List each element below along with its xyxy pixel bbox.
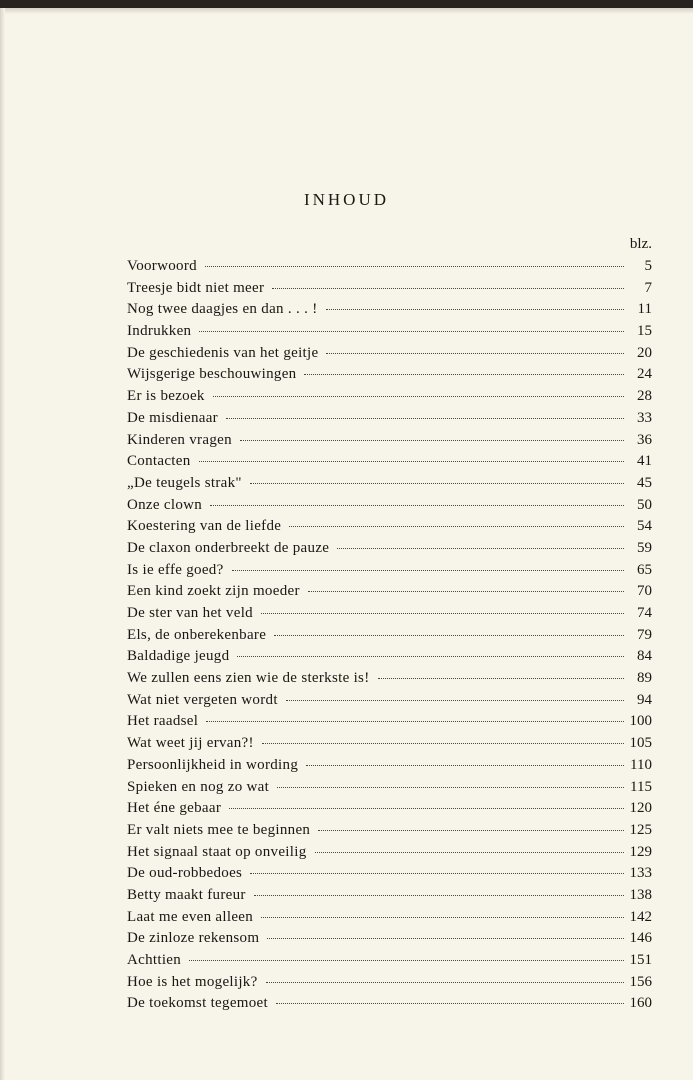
dot-leader — [378, 678, 625, 679]
dot-leader — [240, 440, 624, 441]
dot-leader — [308, 591, 624, 592]
dot-leader — [261, 917, 623, 918]
toc-entry-title: Betty maakt fureur — [127, 886, 246, 903]
toc-entry-title: Achttien — [127, 952, 182, 968]
toc-entry — [127, 562, 652, 584]
toc-entry-page: 15 — [637, 323, 652, 340]
toc-entry-title: Voorwoord — [127, 258, 197, 274]
toc-entry-page: 94 — [637, 691, 652, 708]
toc-entry-page: 151 — [629, 952, 652, 968]
toc-entry — [127, 692, 652, 714]
toc-entry-title: De ster van het veld — [127, 605, 253, 621]
toc-entry — [127, 280, 652, 302]
toc-entry-page: 45 — [637, 474, 652, 491]
toc-entry — [127, 952, 652, 974]
toc-entry-page: 54 — [637, 518, 652, 535]
dot-leader — [205, 266, 624, 267]
toc-entry-title: Persoonlijkheid in wording — [127, 756, 299, 773]
toc-entry-page: 7 — [644, 279, 652, 296]
page-column-label: blz. — [629, 236, 652, 252]
dot-leader — [289, 526, 624, 527]
toc-entry-page: 110 — [630, 756, 652, 773]
dot-leader — [226, 418, 624, 419]
toc-entry-title: Indrukken — [127, 323, 192, 340]
toc-entry — [127, 605, 652, 627]
toc-entry-title: Baldadige jeugd — [127, 648, 230, 665]
dot-leader — [250, 483, 624, 484]
toc-entry-page: 79 — [637, 626, 652, 643]
toc-entry-page: 115 — [630, 778, 652, 795]
toc-entry-page: 84 — [637, 648, 652, 665]
toc-entry-page: 146 — [629, 930, 652, 947]
toc-entry-page: 33 — [637, 409, 652, 426]
dot-leader — [267, 938, 623, 939]
toc-entry-page: 100 — [629, 713, 652, 730]
toc-entry-page: 28 — [637, 388, 652, 405]
toc-entry — [127, 540, 652, 562]
page-top-shadow — [0, 8, 693, 14]
toc-entry-title: „De teugels strak" — [127, 474, 242, 491]
toc-entry-title: Nog twee daagjes en dan . . . ! — [127, 301, 318, 318]
toc-entry — [127, 887, 652, 909]
toc-entry — [127, 735, 652, 757]
page-title: INHOUD — [303, 190, 390, 209]
toc-entry-title: Treesje bidt niet meer — [127, 279, 265, 296]
toc-entry-title: Het raadsel — [127, 713, 199, 730]
toc-entry — [127, 301, 652, 323]
toc-entry-page: 156 — [629, 973, 652, 990]
toc-entry-title: Onze clown — [127, 496, 203, 513]
dot-leader — [237, 656, 624, 657]
toc-entry-title: Koestering van de liefde — [127, 518, 282, 535]
dot-leader — [304, 374, 624, 375]
dot-leader — [261, 613, 624, 614]
toc-entry-page: 41 — [637, 453, 652, 470]
toc-entry-title: Het signaal staat op onveilig — [127, 843, 307, 860]
toc-entry-title: Els, de onberekenbare — [127, 626, 267, 643]
toc-entry-page: 70 — [637, 583, 652, 600]
dot-leader — [266, 982, 624, 983]
toc-entry-title: Kinderen vragen — [127, 431, 232, 448]
dot-leader — [199, 331, 624, 332]
toc-entry — [127, 909, 652, 931]
toc-entry-title: De oud-robbedoes — [127, 865, 243, 882]
dot-leader — [274, 635, 624, 636]
toc-entry-page: 89 — [637, 670, 652, 687]
toc-entry — [127, 323, 652, 345]
toc-entry-page: 5 — [644, 258, 652, 274]
dot-leader — [250, 873, 623, 874]
toc-entry — [127, 497, 652, 519]
toc-entry — [127, 670, 652, 692]
toc-entry — [127, 388, 652, 410]
toc-entry-page: 50 — [637, 496, 652, 513]
toc-entry-page: 142 — [629, 908, 652, 925]
toc-entry-title: Wijsgerige beschouwingen — [127, 366, 297, 383]
toc-entry-title: De claxon onderbreekt de pauze — [127, 539, 330, 556]
toc-entry-page: 160 — [629, 995, 652, 1012]
toc-entry-page: 36 — [637, 431, 652, 448]
toc-entry — [127, 844, 652, 866]
toc-entry-title: De geschiedenis van het geitje — [127, 344, 319, 361]
dot-leader — [277, 787, 624, 788]
toc-entry-title: De toekomst tegemoet — [127, 995, 268, 1012]
toc-entry — [127, 475, 652, 497]
toc-entry — [127, 258, 652, 280]
toc-entry-page: 20 — [637, 344, 652, 361]
page-top-edge — [0, 0, 693, 8]
dot-leader — [199, 461, 624, 462]
toc-entry-title: Er valt niets mee te beginnen — [127, 821, 311, 838]
toc-entry-title: Er is bezoek — [127, 388, 205, 405]
toc-entry-title: Laat me even alleen — [127, 908, 254, 925]
dot-leader — [326, 309, 625, 310]
toc-entry — [127, 518, 652, 540]
dot-leader — [286, 700, 624, 701]
dot-leader — [326, 353, 624, 354]
toc-entry — [127, 865, 652, 887]
toc-entry — [127, 757, 652, 779]
toc-entry-title: De misdienaar — [127, 409, 218, 426]
toc-entry-page: 138 — [629, 886, 652, 903]
toc-entry-page: 65 — [637, 561, 652, 578]
table-of-contents — [127, 258, 652, 1017]
toc-entry-page: 105 — [629, 735, 652, 752]
toc-entry — [127, 822, 652, 844]
dot-leader — [276, 1003, 624, 1004]
dot-leader — [189, 960, 623, 961]
toc-entry-title: Een kind zoekt zijn moeder — [127, 583, 300, 600]
toc-entry-title: Hoe is het mogelijk? — [127, 973, 258, 990]
toc-entry-page: 59 — [637, 539, 652, 556]
toc-entry — [127, 995, 652, 1017]
dot-leader — [306, 765, 624, 766]
toc-entry-page: 74 — [637, 605, 652, 621]
dot-leader — [318, 830, 623, 831]
toc-entry — [127, 713, 652, 735]
toc-entry-title: Is ie effe goed? — [127, 561, 224, 578]
dot-leader — [262, 743, 624, 744]
toc-entry-title: Het éne gebaar — [127, 800, 222, 817]
dot-leader — [315, 852, 624, 853]
toc-entry-title: Wat niet vergeten wordt — [127, 691, 278, 708]
toc-entry — [127, 366, 652, 388]
toc-entry — [127, 432, 652, 454]
toc-entry-title: Spieken en nog zo wat — [127, 778, 270, 795]
dot-leader — [337, 548, 624, 549]
toc-entry-title: Contacten — [127, 453, 191, 470]
dot-leader — [229, 808, 623, 809]
dot-leader — [210, 505, 624, 506]
page-left-edge — [0, 8, 5, 1080]
toc-entry — [127, 648, 652, 670]
toc-entry — [127, 453, 652, 475]
toc-entry-page: 120 — [629, 800, 652, 817]
dot-leader — [254, 895, 624, 896]
dot-leader — [272, 288, 624, 289]
toc-entry — [127, 800, 652, 822]
toc-entry-title: De zinloze rekensom — [127, 930, 260, 947]
toc-entry — [127, 627, 652, 649]
toc-entry-page: 129 — [629, 843, 652, 860]
dot-leader — [232, 570, 624, 571]
toc-entry — [127, 410, 652, 432]
toc-entry — [127, 779, 652, 801]
toc-entry-page: 133 — [629, 865, 652, 882]
toc-entry-title: Wat weet jij ervan?! — [127, 735, 254, 752]
dot-leader — [213, 396, 624, 397]
toc-entry-title: We zullen eens zien wie de sterkste is! — [127, 670, 370, 687]
toc-entry-page: 24 — [637, 366, 652, 383]
dot-leader — [206, 721, 623, 722]
toc-entry-page: 11 — [637, 301, 652, 318]
toc-entry — [127, 930, 652, 952]
toc-entry — [127, 583, 652, 605]
toc-entry-page: 125 — [629, 821, 652, 838]
toc-entry — [127, 974, 652, 996]
toc-entry — [127, 345, 652, 367]
